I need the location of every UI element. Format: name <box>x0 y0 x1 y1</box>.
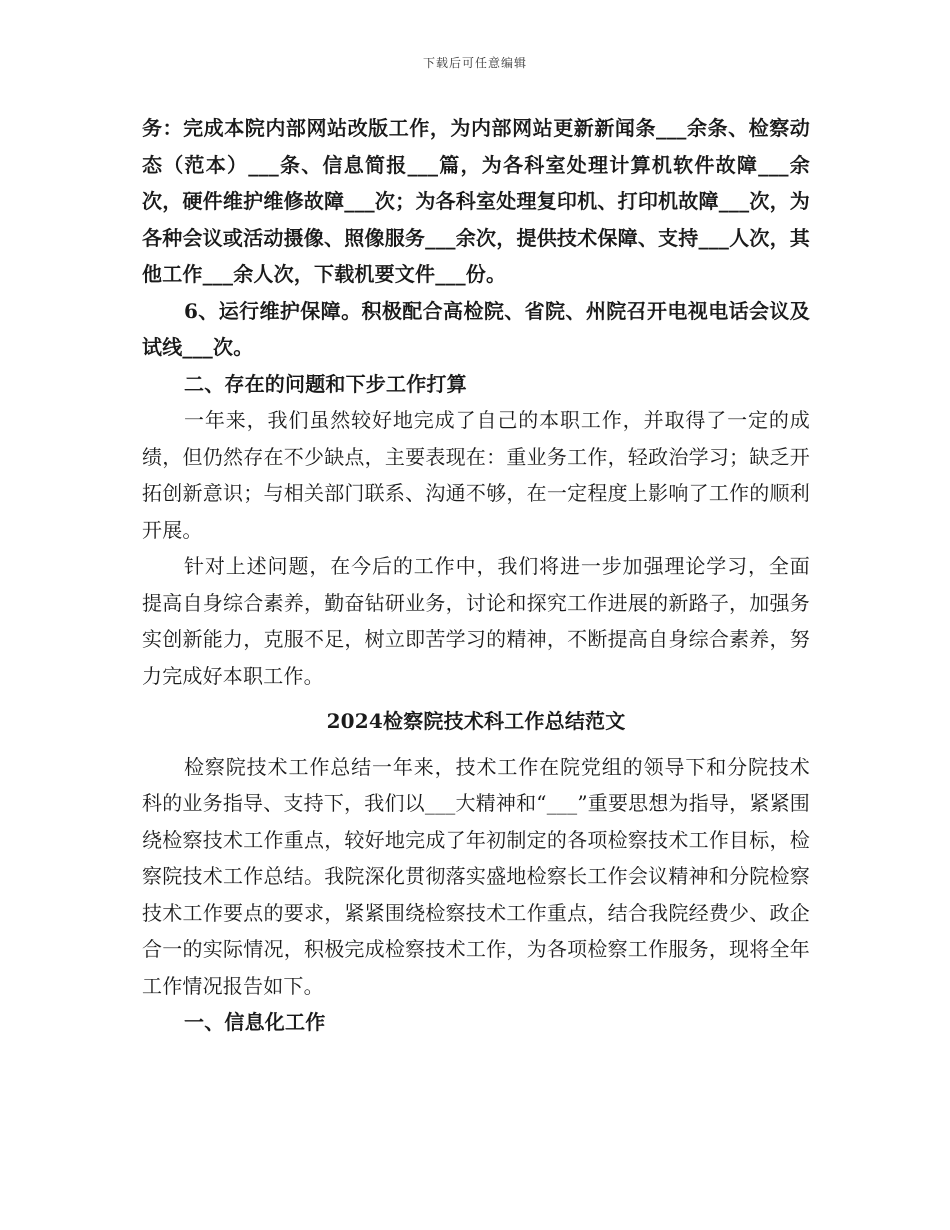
paragraph-improvements: 针对上述问题，在今后的工作中，我们将进一步加强理论学习，全面提高自身综合素养，勤奋钻研业务，讨论和探究工作进展的新路子，加强务实创新能力，克服不足，树立即苦学习的精神，不断提高自身综合素养，努力完成好本职工作。 <box>142 554 810 688</box>
page-header: 下载后可任意编辑 <box>422 56 527 70</box>
paragraph-summary-intro: 检察院技术工作总结一年来，技术工作在院党组的领导下和分院技术科的业务指导、支持下，我们以___大精神和“___”重要思想为指导，紧紧围绕检察技术工作重点，较好地完成了年初制定的各项检察技术工作目标，检察院技术工作总结。我院深化贯彻落实盛地检察长工作会议精神和分院检察技术工作要点的要求，紧紧围绕检察技术工作重点，结合我院经费少、政企合一的实际情况，积极完成检察技术工作，为各项检察工作服务，现将全年工作情况报告如下。 <box>142 754 810 998</box>
section-heading-problems: 二、存在的问题和下步工作打算 <box>184 371 467 396</box>
section-heading-informatization: 一、信息化工作 <box>184 1010 326 1034</box>
paragraph-service-stats: 务：完成本院内部网站改版工作，为内部网站更新新闻条___余条、检察动态（范本）___条、信息简报___篇，为各科室处理计算机软件故障___余次，硬件维护维修故障___次；为各科室处理复印机、打印机故障___次，为各种会议或活动摄像、照像服务___余次，提供技术保障、支持___人次，其他工作___余人次，下载机要文件___份。 <box>142 116 810 286</box>
document-body <box>142 110 810 1041</box>
paragraph-shortcomings: 一年来，我们虽然较好地完成了自己的本职工作，并取得了一定的成绩，但仍然存在不少缺点，主要表现在：重业务工作，轻政治学习；缺乏开拓创新意识；与相关部门联系、沟通不够，在一定程度上影响了工作的顺利开展。 <box>142 408 810 542</box>
document-title: 2024检察院技术科工作总结范文 <box>326 709 626 733</box>
paragraph-maintenance: 6、运行维护保障。积极配合高检院、省院、州院召开电视电话会议及试线___次。 <box>142 298 810 359</box>
